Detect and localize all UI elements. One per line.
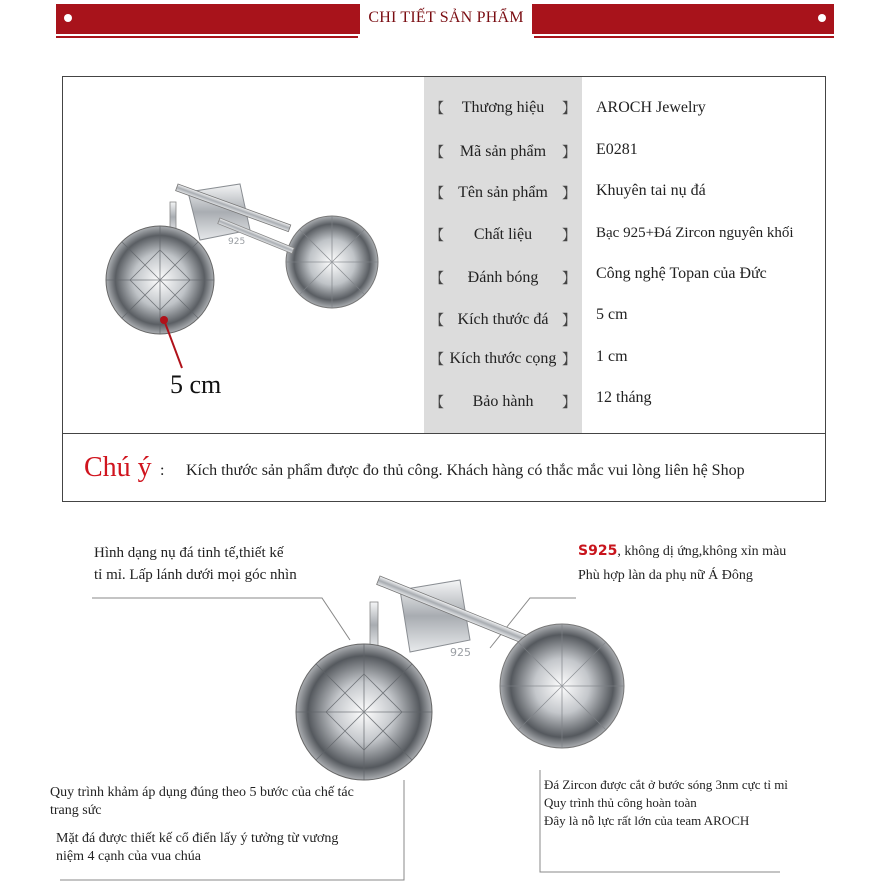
spec-row-label bbox=[430, 225, 576, 245]
spec-row-label bbox=[430, 268, 576, 288]
header-dot-right bbox=[818, 14, 826, 22]
feature-line bbox=[578, 542, 786, 561]
spec-label-text: Đánh bóng bbox=[467, 269, 539, 286]
spec-label-text: Kích thước đá bbox=[457, 311, 549, 328]
stone-size-label: 5 cm bbox=[170, 370, 222, 399]
feature-shape-text bbox=[94, 542, 297, 586]
feature-line: niệm 4 cạnh của vua chúa bbox=[56, 849, 201, 864]
bracket-open-icon: 【 bbox=[430, 314, 444, 329]
bracket-close-icon: 】 bbox=[561, 314, 576, 329]
bracket-close-icon: 】 bbox=[562, 272, 576, 287]
spec-value: AROCH Jewelry bbox=[596, 99, 706, 116]
bracket-open-icon: 【 bbox=[430, 102, 444, 117]
feature-design-text bbox=[56, 830, 338, 866]
bracket-close-icon: 】 bbox=[561, 353, 576, 368]
note-colon: : bbox=[160, 462, 165, 479]
bracket-close-icon: 】 bbox=[561, 146, 576, 161]
feature-line: Mặt đá được thiết kế cổ điển lấy ý tưởng từ vương bbox=[56, 831, 339, 846]
spec-row-label bbox=[430, 183, 576, 203]
bracket-close-icon: 】 bbox=[562, 229, 576, 244]
spec-label-text: Mã sản phẩm bbox=[459, 143, 547, 160]
header-underline-left bbox=[56, 36, 358, 38]
spec-label-text: Tên sản phẩm bbox=[458, 184, 548, 201]
spec-label-column bbox=[424, 77, 582, 433]
feature-line-text: , không dị ứng,không xỉn màu bbox=[617, 544, 787, 559]
spec-row-label bbox=[430, 392, 576, 412]
stamp-text-bottom: 925 bbox=[450, 646, 471, 659]
feature-line: Phù hợp làn da phụ nữ Á Đông bbox=[578, 568, 753, 583]
feature-material-text bbox=[578, 542, 786, 585]
bracket-close-icon: 】 bbox=[561, 102, 576, 117]
spec-row-label bbox=[430, 98, 576, 118]
bracket-open-icon: 【 bbox=[430, 229, 444, 244]
spec-row-label bbox=[430, 349, 576, 369]
note-title: Chú ý bbox=[84, 452, 152, 483]
bracket-close-icon: 】 bbox=[562, 396, 576, 411]
spec-value: Bạc 925+Đá Zircon nguyên khối bbox=[596, 225, 794, 241]
feature-line: Đây là nỗ lực rất lớn của team AROCH bbox=[544, 813, 750, 828]
note-text: Kích thước sản phẩm được đo thủ công. Khách hàng có thắc mắc vui lòng liên hệ Shop bbox=[186, 462, 745, 479]
header-underline-right bbox=[534, 36, 834, 38]
bracket-open-icon: 【 bbox=[430, 272, 444, 287]
spec-value: 5 cm bbox=[596, 306, 628, 323]
spec-label-text: Chất liệu bbox=[473, 226, 533, 243]
bracket-open-icon: 【 bbox=[430, 353, 444, 368]
header-dot-left bbox=[64, 14, 72, 22]
feature-line: Hình dạng nụ đá tinh tế,thiết kế bbox=[94, 545, 284, 561]
feature-line: Đá Zircon được cắt ở bước sóng 3nm cực tỉ mỉ bbox=[544, 777, 788, 792]
feature-process-text bbox=[50, 784, 354, 820]
bracket-open-icon: 【 bbox=[430, 187, 444, 202]
earring-illustration-top bbox=[100, 170, 390, 370]
spec-row-label bbox=[430, 142, 576, 162]
stamp-text: 925 bbox=[228, 237, 246, 247]
header-title: CHI TIẾT SẢN PHẨM bbox=[368, 9, 524, 26]
feature-line: Quy trình thủ công hoàn toàn bbox=[544, 795, 697, 810]
spec-row-label bbox=[430, 310, 576, 330]
spec-label-text: Bảo hành bbox=[472, 393, 534, 410]
bracket-open-icon: 【 bbox=[430, 396, 444, 411]
bracket-close-icon: 】 bbox=[562, 187, 576, 202]
spec-value: E0281 bbox=[596, 141, 638, 158]
spec-value: Khuyên tai nụ đá bbox=[596, 182, 706, 199]
feature-line: trang sức bbox=[50, 803, 102, 818]
spec-label-text: Kích thước cọng bbox=[449, 350, 557, 367]
spec-label-text: Thương hiệu bbox=[461, 99, 545, 116]
bracket-open-icon: 【 bbox=[430, 146, 444, 161]
feature-line: tỉ mỉ. Lấp lánh dưới mọi góc nhìn bbox=[94, 567, 297, 583]
spec-value: 12 tháng bbox=[596, 389, 652, 406]
spec-value: Công nghệ Topan của Đức bbox=[596, 265, 767, 282]
feature-zircon-text bbox=[544, 776, 788, 830]
spec-divider bbox=[63, 433, 825, 434]
spec-value: 1 cm bbox=[596, 348, 628, 365]
feature-line: Quy trình khảm áp dụng đúng theo 5 bước của chế tác bbox=[50, 785, 354, 800]
s925-badge: S925 bbox=[578, 543, 618, 559]
